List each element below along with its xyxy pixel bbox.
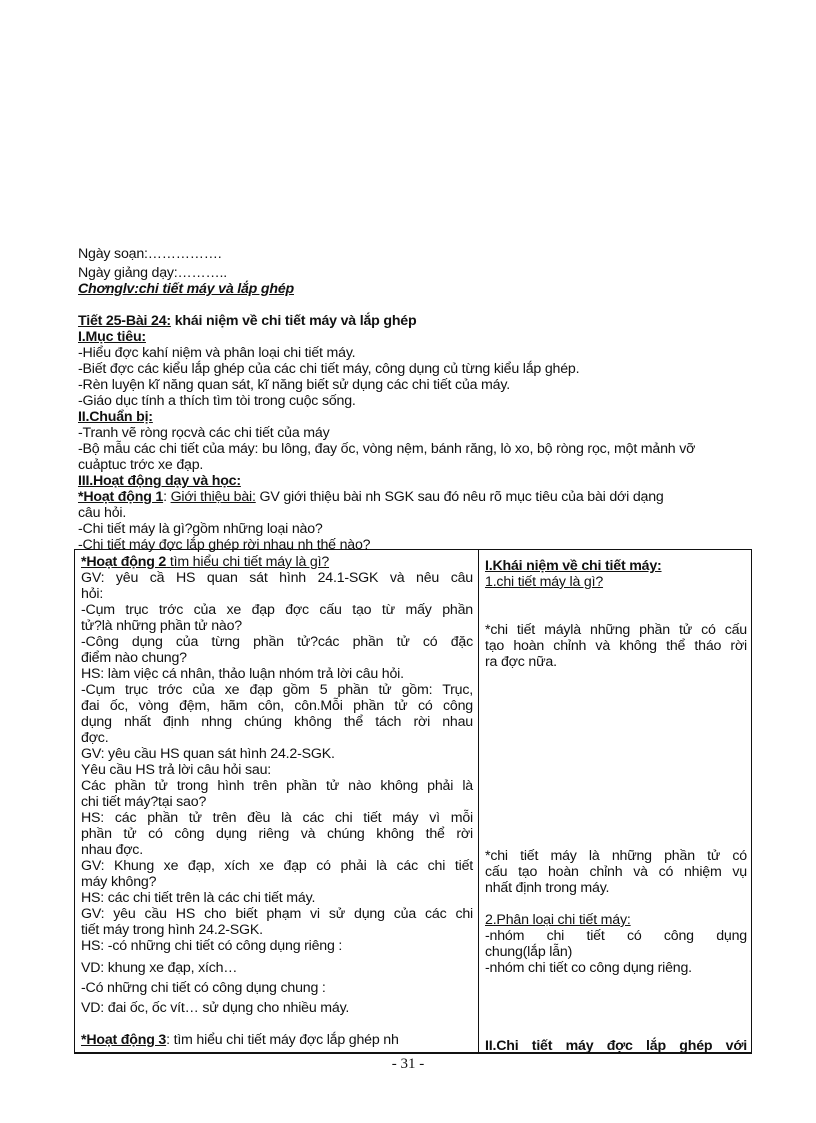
classification-subheading: 2.Phân loại chi tiết máy: bbox=[485, 912, 631, 928]
muc-tieu-item: -Hiểu đợc kahí niệm và phân loại chi tiết máy. bbox=[78, 345, 356, 361]
definition-line: tạo hoàn chỉnh và không thể tháo rời bbox=[485, 638, 747, 654]
classification-line: chung(lắp lẫn) bbox=[485, 944, 573, 960]
hd2-heading bbox=[81, 554, 329, 570]
activity-line: HS: các chi tiết trên là các chi tiết máy. bbox=[81, 890, 316, 906]
activity-line: máy không? bbox=[81, 874, 157, 890]
definition-line: ra đợc nữa. bbox=[485, 654, 557, 670]
activity-line: -Cụm trục trớc của xe đạp gồm 5 phần tử gồm: Trục, bbox=[81, 682, 473, 698]
hd2-text: tìm hiểu chi tiết máy là gì? bbox=[166, 554, 330, 570]
chuan-bi-heading: II.Chuẩn bị: bbox=[78, 409, 153, 425]
muc-tieu-heading: I.Mục tiêu: bbox=[78, 329, 146, 345]
lesson-name: khái niệm về chi tiết máy và lắp ghép bbox=[170, 313, 417, 329]
activity-line: nhau đợc. bbox=[81, 842, 143, 858]
activity-line: dụng nhất định nhng chúng không thể tách rời nhau bbox=[81, 714, 473, 730]
activity-line: đợc. bbox=[81, 730, 109, 746]
activity-line: HS: -có những chi tiết có công dụng riêng : bbox=[81, 938, 343, 954]
hd1-continuation: câu hỏi. bbox=[78, 505, 127, 521]
activity-line: phần tử có công dụng riêng và chúng không thể rời bbox=[81, 826, 473, 842]
activity-line: GV: yêu cầ HS quan sát hình 24.1-SGK và nêu câu bbox=[81, 570, 473, 586]
chuan-bi-item: cuảptuc trớc xe đạp. bbox=[78, 457, 204, 473]
activity-line: Yêu cầu HS trả lời câu hỏi sau: bbox=[81, 762, 272, 778]
concept-heading: I.Khái niệm về chi tiết máy: bbox=[485, 558, 662, 574]
chuan-bi-item: -Bộ mẫu các chi tiết của máy: bu lông, đay ốc, vòng nệm, bánh răng, lò xo, bộ ròng rọc, một mảnh vỡ bbox=[78, 441, 696, 457]
hoat-dong-1 bbox=[78, 489, 664, 505]
activity-line: GV: yêu cầu HS quan sát hình 24.2-SGK. bbox=[81, 746, 335, 762]
activity-line: chi tiết máy?tại sao? bbox=[81, 794, 207, 810]
activity-line: VD: khung xe đạp, xích… bbox=[81, 960, 238, 976]
activity-line: điểm nào chung? bbox=[81, 650, 187, 666]
chapter-title: Chơnglv:chi tiết máy và lắp ghép bbox=[78, 281, 294, 297]
definition-line: nhất định trong máy. bbox=[485, 880, 610, 896]
definition-line: *chi tiết máy là những phần tử có bbox=[485, 848, 747, 864]
muc-tieu-item: -Rèn luyện kĩ năng quan sát, kĩ năng biết sử dụng các chi tiết của máy. bbox=[78, 377, 510, 393]
activity-line: GV: Khung xe đạp, xích xe đạp có phải là các chi tiết bbox=[81, 858, 473, 874]
lesson-title bbox=[78, 313, 416, 329]
hd1-colon: : bbox=[163, 489, 171, 505]
hd1-intro: Giới thiệu bài: bbox=[170, 489, 256, 505]
content-column bbox=[479, 550, 751, 1054]
table-bottom-rule bbox=[75, 1052, 751, 1054]
definition-line: cấu tạo hoàn chỉnh và có nhiệm vụ bbox=[485, 864, 747, 880]
hoat-dong-heading: III.Hoạt động dạy và học: bbox=[78, 473, 241, 489]
activity-line: GV: yêu cầu HS cho biết phạm vi sử dụng của các chi bbox=[81, 906, 473, 922]
hd3-heading bbox=[81, 1032, 399, 1048]
page-number: - 31 - bbox=[391, 1056, 425, 1072]
concept-subheading: 1.chi tiết máy là gì? bbox=[485, 574, 604, 590]
activity-line: VD: đai ốc, ốc vít… sử dụng cho nhiều máy. bbox=[81, 1000, 350, 1016]
muc-tieu-item: -Biết đợc các kiểu lắp ghép của các chi tiết máy, công dụng củ từng kiểu lắp ghép. bbox=[78, 361, 580, 377]
activity-line: HS: các phần tử trên đều là các chi tiết máy vì mỗi bbox=[81, 810, 473, 826]
ngay-giang: Ngày giảng dạy:……….. bbox=[78, 265, 227, 281]
muc-tieu-item: -Giáo dục tính a thích tìm tòi trong cuộc sống. bbox=[78, 393, 356, 409]
assembly-heading: II.Chi tiết máy đợc lắp ghép với bbox=[485, 1038, 747, 1054]
question-item: -Chi tiết máy là gì?gồm những loại nào? bbox=[78, 521, 323, 537]
ngay-soan: Ngày soạn:……………. bbox=[78, 246, 222, 262]
lesson-number: Tiết 25-Bài 24: bbox=[78, 313, 171, 329]
chuan-bi-item: -Tranh vẽ ròng rọcvà các chi tiết của máy bbox=[78, 425, 330, 441]
teacher-student-column bbox=[75, 550, 479, 1054]
hd3-label: *Hoạt động 3 bbox=[81, 1032, 167, 1048]
question-item: -Chi tiết máy đợc lắp ghép rời nhau nh thế nào? bbox=[78, 537, 371, 553]
hd1-label: *Hoạt động 1 bbox=[78, 489, 164, 505]
activity-line: đai ốc, vòng đệm, hãm côn, côn.Mỗi phần tử có công bbox=[81, 698, 473, 714]
activity-line: -Công dụng của từng phần tử?các phần tử có đặc bbox=[81, 634, 473, 650]
activity-line: hỏi: bbox=[81, 586, 104, 602]
hd1-text: GV giới thiệu bài nh SGK sau đó nêu rõ mục tiêu của bài dới dạng bbox=[255, 489, 664, 505]
activity-line: tiết máy trong hình 24.2-SGK. bbox=[81, 922, 263, 938]
activity-line: -Có những chi tiết có công dụng chung : bbox=[81, 980, 326, 996]
definition-line: *chi tiết máylà những phần tử có cấu bbox=[485, 622, 747, 638]
activity-line: -Cụm trục trớc của xe đạp đợc cấu tạo từ mấy phần bbox=[81, 602, 473, 618]
hd2-label: *Hoạt động 2 bbox=[81, 554, 167, 570]
activity-table bbox=[74, 549, 752, 1054]
hd3-text: : tìm hiểu chi tiết máy đợc lắp ghép nh bbox=[166, 1032, 399, 1048]
classification-line: -nhóm chi tiết có công dụng bbox=[485, 928, 747, 944]
activity-line: tử?là những phần tử nào? bbox=[81, 618, 242, 634]
activity-line: HS: làm việc cá nhân, thảo luận nhóm trả lời câu hỏi. bbox=[81, 666, 404, 682]
activity-line: Các phần tử trong hình trên phần tử nào không phải là bbox=[81, 778, 473, 794]
classification-line: -nhóm chi tiết co công dụng riêng. bbox=[485, 960, 692, 976]
